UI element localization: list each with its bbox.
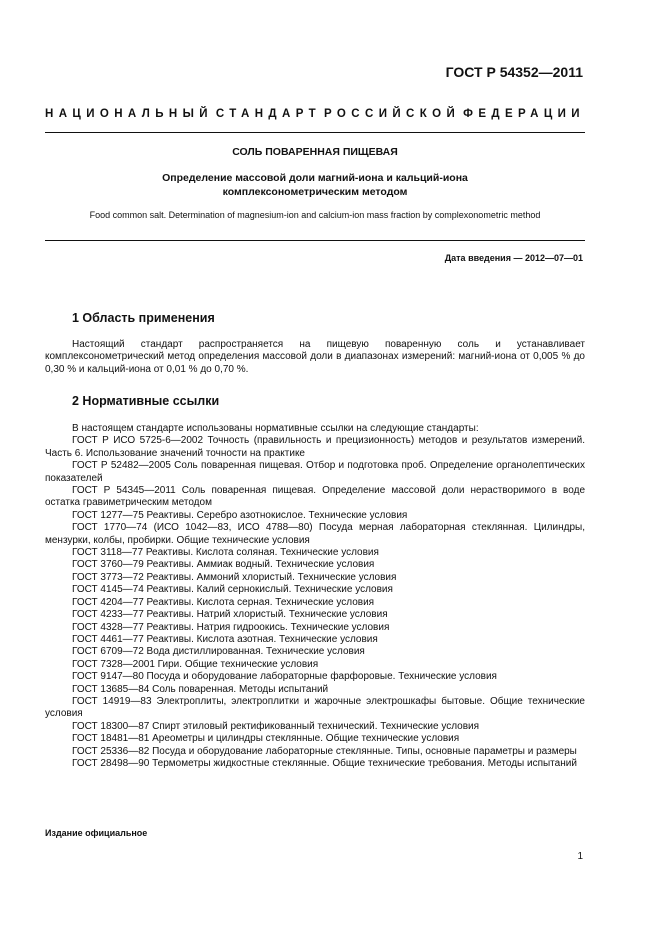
subtitle-line: Определение массовой доли магний-иона и кальций-иона [162,172,468,184]
subtitle-line: комплексонометрическим методом [222,186,408,198]
section-heading: 2 Нормативные ссылки [72,394,220,408]
paragraph: В настоящем стандарте использованы нормативные ссылки на следующие стандарты: [72,423,479,434]
reference-item: ГОСТ 3118—77 Реактивы. Кислота соляная. Технические условия [72,547,379,559]
reference-item: ГОСТ 3773—72 Реактивы. Аммоний хлористый. Технические условия [72,571,397,583]
reference-item: ГОСТ 4233—77 Реактивы. Натрий хлористый. Технические условия [72,609,388,621]
reference-item: ГОСТ Р 52482—2005 Соль поваренная пищевая. Отбор и подготовка проб. Определение органолептических показателей [45,460,585,484]
reference-item: ГОСТ 9147—80 Посуда и оборудование лабораторные фарфоровые. Технические условия [72,671,497,683]
paragraph: Настоящий стандарт распространяется на пищевую поваренную соль и устанавливает комплексонометрический метод определения массовой доли в диапазонах измерений: магний-иона от 0,005 % до 0,30 % и кальций-иона от 0,01 % до 0,70 %. [45,339,585,375]
reference-item: ГОСТ 7328—2001 Гири. Общие технические условия [72,658,319,670]
reference-item: ГОСТ 4204—77 Реактивы. Кислота серная. Технические условия [72,596,375,608]
reference-item: ГОСТ 4461—77 Реактивы. Кислота азотная. Технические условия [72,633,378,645]
reference-item: ГОСТ Р 54345—2011 Соль поваренная пищевая. Определение массовой доли нерастворимого в воде остатка гравиметрическим методом [45,485,585,509]
reference-item: ГОСТ 1770—74 (ИСО 1042—83, ИСО 4788—80) Посуда мерная лабораторная стеклянная. Цилиндры, мензурки, колбы, пробирки. Общие технические условия [45,522,585,546]
reference-item: ГОСТ 1277—75 Реактивы. Серебро азотнокислое. Технические условия [72,509,408,521]
reference-item: ГОСТ 4145—74 Реактивы. Калий сернокислый. Технические условия [72,584,393,596]
document-title: СОЛЬ ПОВАРЕННАЯ ПИЩЕВАЯ [232,146,398,158]
reference-item: ГОСТ 14919—83 Электроплиты, электроплитки и жарочные электрошкафы бытовые. Общие технические условия [45,695,585,720]
reference-item: ГОСТ 18481—81 Ареометры и цилиндры стеклянные. Общие технические условия [72,733,460,745]
section-heading: 1 Область применения [72,311,215,325]
reference-item: ГОСТ 18300—87 Спирт этиловый ректификованный технический. Технические условия [72,720,480,732]
official-edition-label: Издание официальное [45,828,148,838]
reference-item: ГОСТ Р ИСО 5725-6—2002 Точность (правильность и прецизионность) методов и результатов измерений. Часть 6. Использование значений точности на практике [45,435,585,459]
introduction-date: Дата введения — 2012—07—01 [444,253,583,263]
reference-item: ГОСТ 28498—90 Термометры жидкостные стеклянные. Общие технические требования. Методы испытаний [72,757,577,769]
banner-word: СТАНДАРТ [215,108,322,120]
references-list [45,423,585,770]
reference-item: ГОСТ 3760—79 Реактивы. Аммиак водный. Технические условия [72,559,375,571]
page-number: 1 [577,851,583,862]
gost-number: ГОСТ Р 54352—2011 [445,64,583,80]
banner-word: РОССИЙСКОЙ [324,108,461,120]
banner-word: ФЕДЕРАЦИИ [463,108,585,120]
reference-item: ГОСТ 25336—82 Посуда и оборудование лабораторные стеклянные. Типы, основные параметры и размеры [72,745,577,757]
english-title: Food common salt. Determination of magnesium-ion and calcium-ion mass fraction by complexonometric method [89,210,541,220]
banner-word: НАЦИОНАЛЬНЫЙ [45,108,213,120]
section-body [45,339,585,376]
reference-item: ГОСТ 4328—77 Реактивы. Натрия гидроокись. Технические условия [72,621,390,633]
reference-item: ГОСТ 6709—72 Вода дистиллированная. Технические условия [72,646,365,658]
reference-item: ГОСТ 13685—84 Соль поваренная. Методы испытаний [72,683,329,695]
document-subtitle [110,171,520,199]
top-divider [45,132,585,133]
national-standard-banner [45,108,585,120]
title-divider [45,240,585,241]
